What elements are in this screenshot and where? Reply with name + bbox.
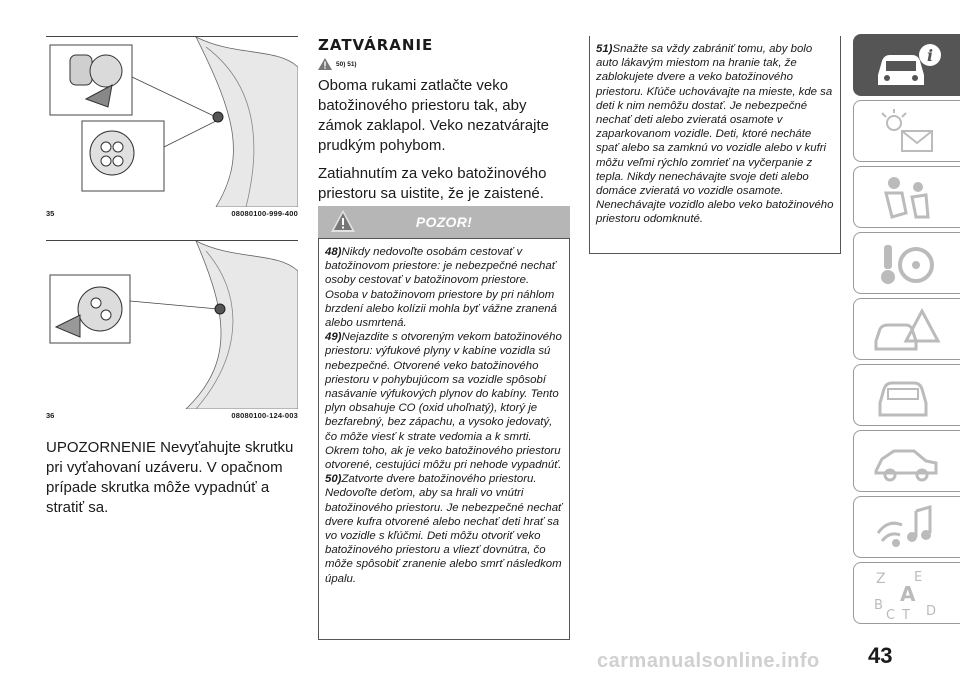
left-column [46,36,298,518]
svg-text:Z: Z [876,571,886,587]
tab-key-steering[interactable] [853,232,960,294]
warning-item-49 [325,330,563,472]
warning-item-50 [325,472,563,586]
figure-36-number: 36 [46,411,55,420]
tab-car-info[interactable] [853,34,960,96]
car-side-icon [872,437,944,487]
car-info-icon [872,41,944,91]
tab-accident[interactable] [853,298,960,360]
tab-car-side[interactable] [853,430,960,492]
tab-seat-airbag[interactable] [853,166,960,228]
index-letters-icon [872,569,944,621]
closing-paragraph-2: Zatiahnutím za veko batožinového priestoru sa uistite, že je zaistené. [318,165,547,202]
screw-notice-text: UPOZORNENIE Nevyťahujte skrutku pri vyťahovaní uzáveru. V opačnom prípade skrutka môže vypadnúť a stratiť sa. [46,439,294,516]
closing-paragraph-1: Oboma rukami zatlačte veko batožinového priestoru tak, aby zámok zaklapol. Veko nezatvárajte prudkým pohybom. [318,77,549,154]
svg-text:A: A [900,582,916,606]
figure-35-code: 08080100-999-400 [231,209,298,218]
svg-text:B: B [874,598,883,613]
warning-item-49-num: 49) [325,331,342,344]
warning-item-51-text: Snažte sa vždy zabrániť tomu, aby bolo auto lákavým miestom na hranie tak, že zablokujete dvere a veko batožinového priestoru. Kľúče uchovávajte na mieste, kde sa deti k nim nemôžu dostať. Je nebezpečné nechať deti alebo zvieratá osamote v zaparkovanom vozidle. Deti, ktoré necháte spať alebo sa zamknú vo vozidle alebo v kufri môžu veľmi rýchlo zomrieť na vyčerpanie z tepla. Nikdy nenechávajte svoje deti alebo domáce zvieratá vo vozidle osamote. Nenechávajte vozidlo alebo veko batožinového priestoru odomknuté. [596,43,834,226]
accident-warning-icon [872,305,944,355]
figure-35 [46,37,298,207]
figure-36-caption [46,411,298,420]
svg-text:D: D [926,604,937,619]
figure-35-illustration [46,37,298,207]
svg-text:E: E [914,570,923,585]
tab-dashboard-lights[interactable] [853,100,960,162]
section-refs-row [318,58,570,70]
warning-heading: POZOR! [415,214,473,230]
warning-item-50-text: Zatvorte dvere batožinového priestoru. Nedovoľte deťom, aby sa hrali vo vnútri batožinového priestoru. Je nebezpečné nechať dvere kufra otvorené alebo nechať deti hrať sa vo vozidle s kľúčmi. Deti môžu otvoriť veko batožinového priestoru a vliezť dovnútra, čo môže spôsobiť zranenie alebo smrť následkom úpalu. [325,473,563,585]
car-service-icon [872,371,944,421]
warning-item-48-text: Nikdy nedovoľte osobám cestovať v batožinovom priestore: je nebezpečné nechať osoby cestovať v batožinovom priestore. Osoba v batožinovom priestore by pri náhlom brzdení alebo kolízii mohla byť vážne zranená alebo usmrtená. [325,246,557,330]
warning-triangle-icon [318,58,332,70]
figure-35-number: 35 [46,209,55,218]
tab-car-service[interactable] [853,364,960,426]
section-refs: 50) 51) [336,60,357,68]
warning-header-icon [330,209,356,233]
warning-item-51-num: 51) [596,43,613,55]
warning-item-51 [596,42,834,227]
tab-multimedia[interactable] [853,496,960,558]
figure-36-code: 08080100-124-003 [231,411,298,420]
warning-box-main [318,238,570,640]
warning-header [318,206,570,238]
figure-36 [46,241,298,409]
section-title: ZATVÁRANIE [318,36,434,54]
warning-item-48 [325,245,563,330]
multimedia-icon [872,503,944,553]
key-steering-icon [872,239,944,289]
svg-text:i: i [926,46,934,65]
seat-airbag-icon [872,173,944,223]
dashboard-lights-icon [872,107,944,157]
tab-index[interactable] [853,562,960,624]
figure-36-illustration [46,241,298,409]
warning-box-continued [589,36,841,254]
watermark: carmanualsonline.info [597,650,820,672]
svg-text:T: T [902,608,910,621]
warning-item-49-text: Nejazdite s otvoreným vekom batožinového priestoru: výfukové plyny v kabíne vozidla sú nebezpečné. Otvorené veko batožinového priestoru v pohybujúcom sa vozidle spôsobí nasávanie výfukových plynov do kabíny. Tento plyn obsahuje CO (oxid uhoľnatý), ktorý je bezfarebný, bez zápachu, a vysoko jedovatý, čo môže viesť k strate vedomia a k smrti. Okrem toho, ak je veko batožinového priestoru otvorené, cestujúci môžu pri nehode vypadnúť. [325,331,562,472]
warning-item-48-num: 48) [325,246,342,258]
warning-item-50-num: 50) [325,473,342,486]
page-number: 43 [868,643,893,668]
middle-column [318,36,570,204]
svg-text:C: C [886,608,896,621]
figure-35-caption [46,209,298,218]
